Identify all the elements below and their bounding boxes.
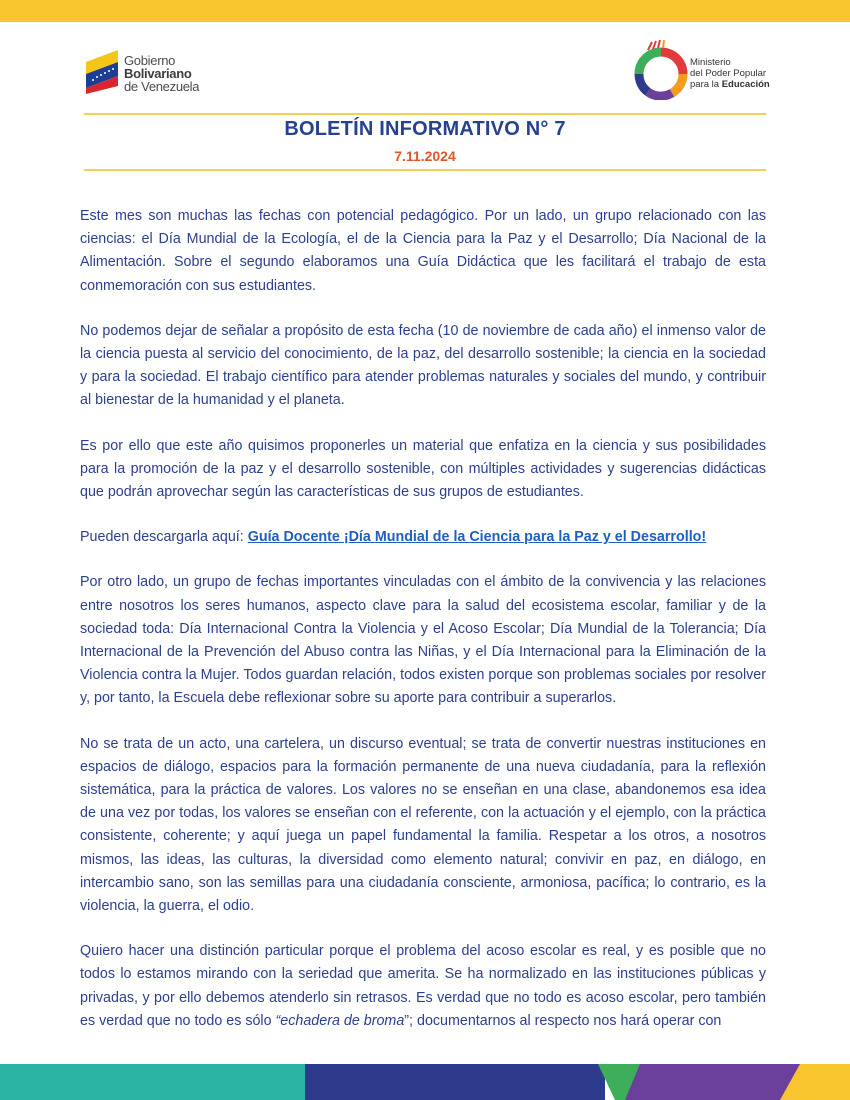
paragraph-2: No podemos dejar de señalar a propósito de esta fecha (10 de noviembre de cada año) el inmenso valor de la ciencia puesta al servicio del conocimiento, de la paz, del desarrollo sostenible; la ciencia en la sociedad y para la sociedad. El trabajo científico para atender problemas naturales y sociales del mundo, y contribuir al bienestar de la humanidad y el planeta. (80, 322, 766, 409)
paragraph-6: No se trata de un acto, una cartelera, un discurso eventual; se trata de convertir nuestras instituciones en espacios de diálogo, espacios para la formación permanente de una nueva ciudadanía, para la reflexión sistemática, para la práctica de valores. Los valores no se enseñan en una clase, abandonemos esa idea de una vez por todas, los valores se enseñan con el referente, con la actuación y el ejemplo, con la práctica consistente, coherente; y aquí juega un papel fundamental la familia. Respetar a los otros, a nosotros mismos, las ideas, las culturas, la diversidad como elemento natural; convivir en paz, en diálogo, en intercambio sano, son las semillas para una ciudadanía consciente, armoniosa, pacífica; lo contrario, es la violencia, la guerra, el odio. (80, 735, 766, 915)
header-rule-top (84, 113, 766, 115)
gov-logo-line2: Bolivariano (124, 66, 192, 81)
bulletin-title: BOLETÍN INFORMATIVO N° 7 (284, 118, 566, 140)
paragraph-5: Por otro lado, un grupo de fechas importantes vinculadas con el ámbito de la convivencia y las relaciones entre nosotros los seres humanos, aspecto clave para la salud del ecosistema escolar, familiar y de la sociedad toda: Día Internacional Contra la Violencia y el Acoso Escolar; Día Mundial de la Tolerancia; Día Internacional de la Prevención del Abuso contra las Niñas, y el Día Internacional para la Eliminación de la Violencia contra la Mujer. Todos guardan relación, todos existen porque son problemas sociales por resolver y, por tanto, la Escuela debe reflexionar sobre su aporte para contribuir a superarlos. (80, 574, 766, 707)
bottom-decorative-band (0, 1064, 850, 1100)
gov-logo-line1: Gobierno (124, 53, 176, 68)
ministry-ring-icon (634, 40, 688, 100)
header-rule-bottom (84, 169, 766, 171)
ministerio-educacion-logo (634, 40, 784, 104)
bulletin-body (80, 205, 766, 1055)
bulletin-date: 7.11.2024 (394, 148, 456, 164)
download-prefix: Pueden descargarla aquí: (80, 529, 248, 546)
paragraph-1: Este mes son muchas las fechas con potencial pedagógico. Por un lado, un grupo relacionado con las ciencias: el Día Mundial de la Ecología, el de la Ciencia para la Paz y el Desarrollo; Día Nacional de la Alimentación. Sobre el segundo elaboramos una Guía Didáctica que les facilitará el trabajo de esta conmemoración con sus estudiantes. (80, 208, 766, 294)
guia-docente-link[interactable]: Guía Docente ¡Día Mundial de la Ciencia para la Paz y el Desarrollo! (247, 529, 707, 546)
paragraph-7: Quiero hacer una distinción particular porque el problema del acoso escolar es real, y es posible que no todos lo estamos mirando con la seriedad que amerita. Se ha normalizado en las instituciones públicas y privadas, y por ello debemos atenderlo sin retrasos. Es verdad que no todo es acoso escolar, pero también es verdad que no todo es sólo “echadera de broma”; documentarnos al respecto nos hará operar con (80, 943, 766, 1029)
gov-logo-line3: de Venezuela (124, 79, 200, 94)
venezuela-flag-icon (84, 48, 122, 94)
gobierno-bolivariano-logo (84, 44, 224, 98)
ministry-logo-line2: del Poder Popular (690, 68, 767, 79)
ministry-logo-line3: para la Educación (690, 79, 770, 90)
paragraph-4 (80, 526, 766, 549)
top-accent-bar (0, 0, 850, 22)
paragraph-3: Es por ello que este año quisimos proponerles un material que enfatiza en la ciencia y sus posibilidades para la promoción de la paz y el desarrollo sostenible, con múltiples actividades y sugerencias didácticas que podrán aprovechar según las características de sus grupos de estudiantes. (80, 437, 766, 501)
ministry-logo-line1: Ministerio (690, 57, 731, 68)
echadera-de-broma-italic: “echadera de broma (275, 1012, 405, 1029)
